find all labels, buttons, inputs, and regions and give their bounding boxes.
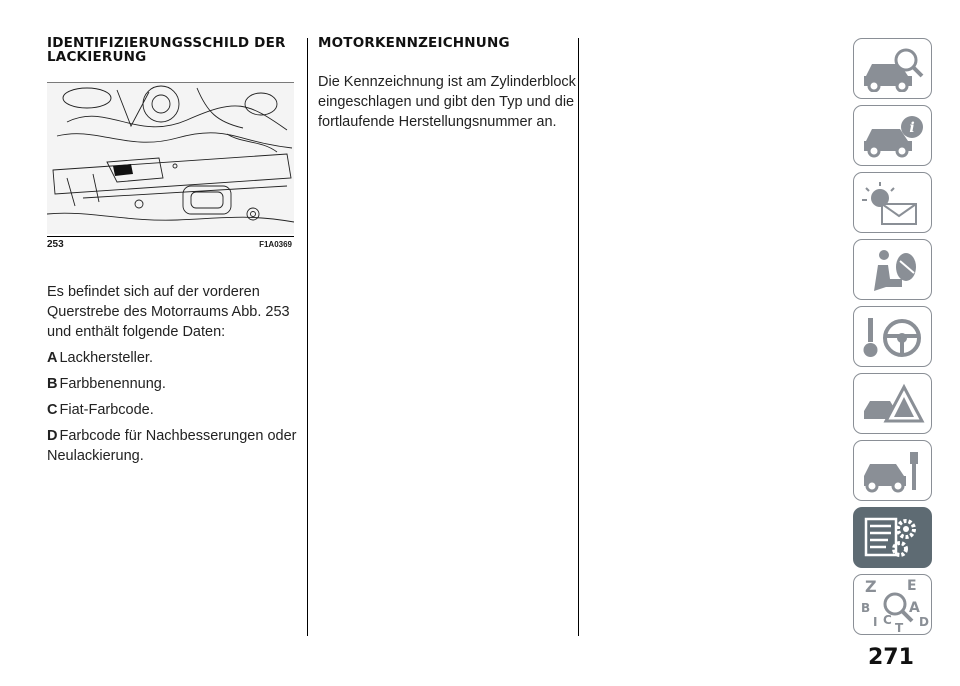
seat-airbag-icon: [860, 247, 926, 293]
car-info-icon: [860, 113, 926, 159]
index-letter: T: [894, 620, 903, 632]
index-letter: D: [918, 614, 929, 629]
tab-technical-data[interactable]: [853, 507, 932, 568]
engine-id-paragraph: Die Kennzeichnung ist am Zylinderblock eingeschlagen und gibt den Typ und die fortlaufende Herstellungsnummer an.: [318, 74, 576, 130]
paint-plate-body: [47, 282, 297, 466]
column-divider-left: [307, 38, 308, 636]
left-column: [47, 35, 297, 464]
index-letter: C: [882, 612, 892, 627]
key-steering-wheel-icon: [860, 314, 926, 360]
tab-maintenance[interactable]: [853, 440, 932, 501]
car-search-icon: [860, 46, 926, 92]
list-item: [47, 400, 297, 420]
warning-light-message-icon: [860, 180, 926, 226]
car-wrench-icon: [860, 448, 926, 494]
section-heading-engine-id: MOTORKENNZEICHNUNG: [318, 35, 510, 51]
list-item: [47, 426, 297, 466]
tab-getting-to-know-car[interactable]: [853, 38, 932, 99]
section-heading-paint-plate: IDENTIFIZIERUNGSSCHILD DER LACKIERUNG: [47, 35, 286, 65]
figure-number: 253: [47, 239, 64, 250]
index-letter: A: [908, 599, 920, 616]
item-text: Farbcode für Nachbesserungen oder Neulackierung.: [47, 428, 297, 464]
item-letter: A: [47, 350, 58, 366]
item-text: Lackhersteller.: [59, 350, 153, 366]
list-item: [47, 348, 297, 368]
tab-instrument-panel[interactable]: [853, 105, 932, 166]
svg-text:i: i: [908, 119, 915, 136]
figure-code: F1A0369: [259, 240, 292, 249]
list-item: [47, 374, 297, 394]
index-letter: B: [860, 600, 870, 615]
item-letter: B: [47, 376, 58, 392]
figure-caption: [47, 236, 294, 253]
tab-index[interactable]: [853, 574, 932, 635]
tab-emergency[interactable]: [853, 373, 932, 434]
engine-bay-illustration: [47, 82, 294, 234]
intro-paragraph: Es befindet sich auf der vorderen Querstrebe des Motorraums Abb. 253 und enthält folgende Daten:: [47, 284, 290, 340]
index-letter: I: [872, 614, 877, 629]
tab-starting-driving[interactable]: [853, 306, 932, 367]
item-text: Farbbenennung.: [59, 376, 166, 392]
middle-column: [318, 36, 578, 132]
alphabetical-index-icon: [857, 578, 929, 632]
index-letter: E: [906, 577, 917, 594]
column-divider-right: [578, 38, 579, 636]
specs-gears-icon: [860, 515, 926, 561]
paint-id-plate: [113, 164, 133, 176]
tab-safety[interactable]: [853, 239, 932, 300]
item-text: Fiat-Farbcode.: [59, 402, 154, 418]
item-letter: C: [47, 402, 58, 418]
page-number: 271: [868, 645, 914, 670]
car-warning-triangle-icon: [860, 381, 926, 427]
index-letter: Z: [864, 577, 877, 596]
item-letter: D: [47, 428, 58, 444]
figure-253: [47, 82, 294, 253]
tab-warning-lights[interactable]: [853, 172, 932, 233]
